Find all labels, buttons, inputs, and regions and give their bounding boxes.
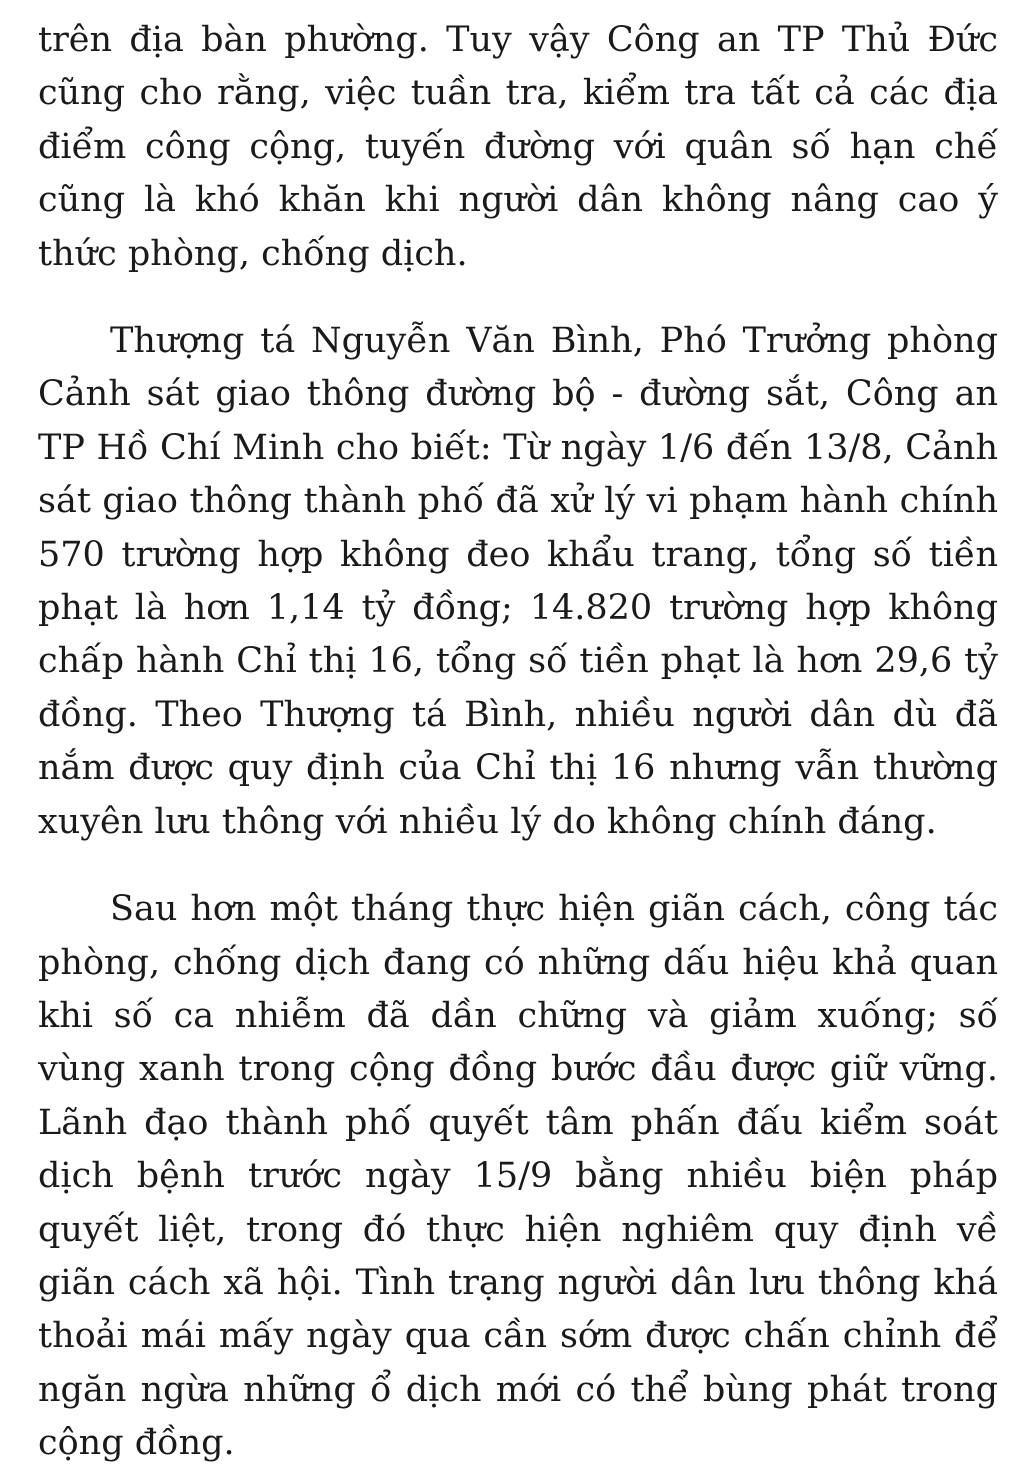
paragraph-spacer	[38, 849, 998, 883]
document-page	[38, 14, 998, 1471]
paragraph-1: trên địa bàn phường. Tuy vậy Công an TP Thủ Đức cũng cho rằng, việc tuần tra, kiểm tra tất cả các địa điểm công cộng, tuyến đường với quân số hạn chế cũng là khó khăn khi người dân không nâng cao ý thức phòng, chống dịch.	[38, 20, 998, 274]
paragraph-2: Thượng tá Nguyễn Văn Bình, Phó Trưởng phòng Cảnh sát giao thông đường bộ - đường sắt, Công an TP Hồ Chí Minh cho biết: Từ ngày 1/6 đến 13/8, Cảnh sát giao thông thành phố đã xử lý vi phạm hành chính 570 trường hợp không đeo khẩu trang, tổng số tiền phạt là hơn 1,14 tỷ đồng; 14.820 trường hợp không chấp hành Chỉ thị 16, tổng số tiền phạt là hơn 29,6 tỷ đồng. Theo Thượng tá Bình, nhiều người dân dù đã nắm được quy định của Chỉ thị 16 nhưng vẫn thường xuyên lưu thông với nhiều lý do không chính đáng.	[38, 321, 998, 842]
paragraph-3: Sau hơn một tháng thực hiện giãn cách, công tác phòng, chống dịch đang có những dấu hiệu khả quan khi số ca nhiễm đã dần chững và giảm xuống; số vùng xanh trong cộng đồng bước đầu được giữ vững. Lãnh đạo thành phố quyết tâm phấn đấu kiểm soát dịch bệnh trước ngày 15/9 bằng nhiều biện pháp quyết liệt, trong đó thực hiện nghiêm quy định về giãn cách xã hội. Tình trạng người dân lưu thông khá thoải mái mấy ngày qua cần sớm được chấn chỉnh để ngăn ngừa những ổ dịch mới có thể bùng phát trong cộng đồng.	[38, 889, 998, 1464]
paragraph-spacer	[38, 281, 998, 315]
